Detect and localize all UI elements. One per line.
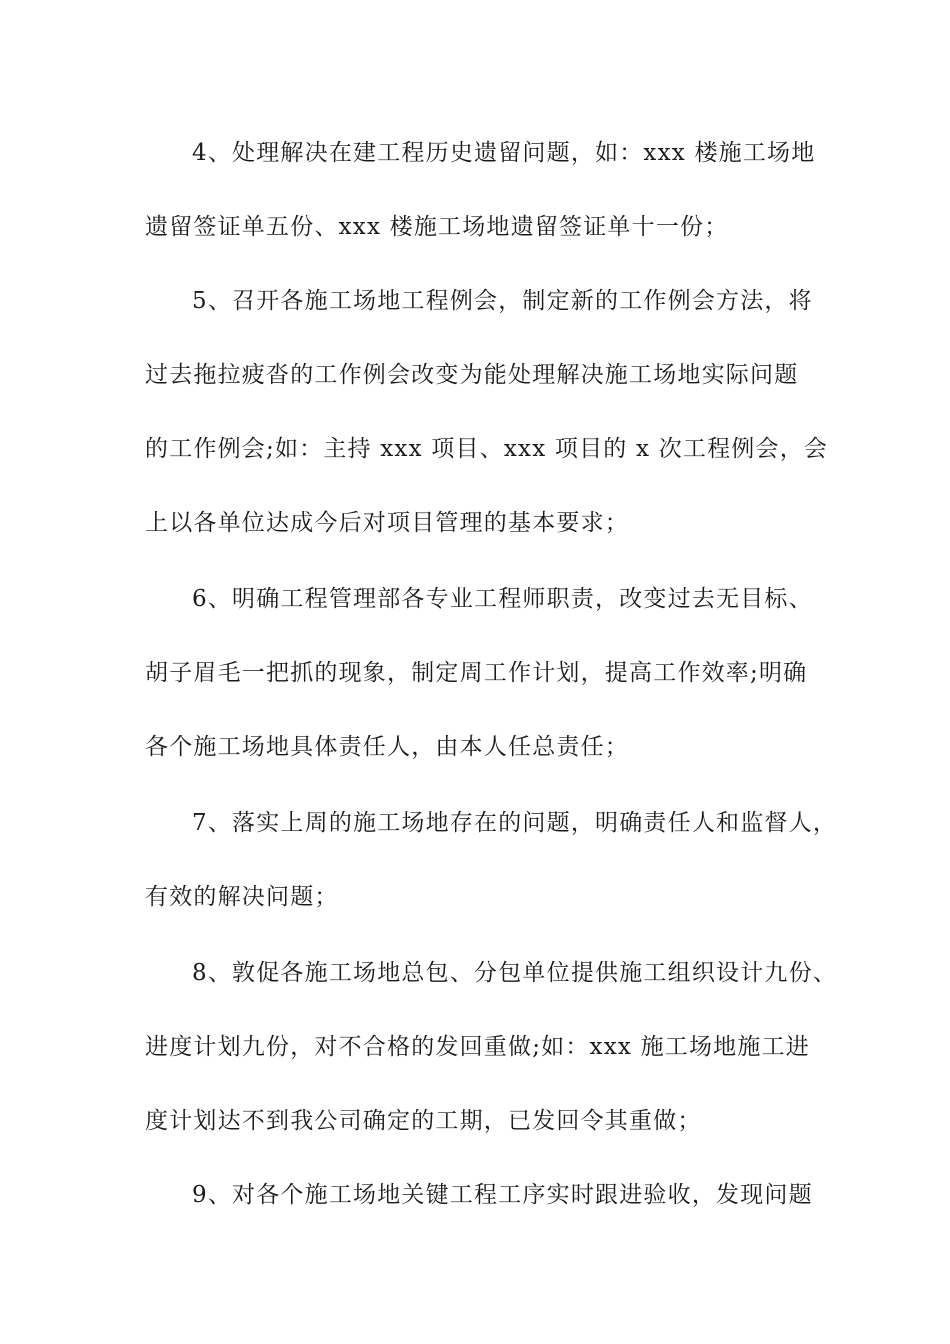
paragraph-6-line-3: 各个施工场地具体责任人，由本人任总责任；: [145, 734, 629, 760]
paragraph-7-line-1: 7、落实上周的施工场地存在的问题，明确责任人和监督人，: [192, 810, 838, 836]
paragraph-5-line-3: 的工作例会;如：主持 xxx 项目、xxx 项目的 x 次工程例会，会: [145, 436, 829, 462]
paragraph-7-line-2: 有效的解决问题；: [145, 884, 339, 910]
paragraph-5-line-2: 过去拖拉疲沓的工作例会改变为能处理解决施工场地实际问题: [145, 362, 799, 388]
paragraph-8-line-2: 进度计划九份，对不合格的发回重做;如：xxx 施工场地施工进: [145, 1034, 810, 1060]
paragraph-8-line-3: 度计划达不到我公司确定的工期，已发回令其重做；: [145, 1108, 702, 1134]
paragraph-6-line-1: 6、明确工程管理部各专业工程师职责，改变过去无目标、: [192, 586, 813, 612]
paragraph-8-line-1: 8、敦促各施工场地总包、分包单位提供施工组织设计九份、: [192, 960, 838, 986]
paragraph-9-line-1: 9、对各个施工场地关键工程工序实时跟进验收，发现问题: [192, 1182, 813, 1208]
paragraph-4-line-1: 4、处理解决在建工程历史遗留问题，如：xxx 楼施工场地: [192, 140, 816, 166]
paragraph-4-line-2: 遗留签证单五份、xxx 楼施工场地遗留签证单十一份；: [145, 214, 729, 240]
paragraph-5-line-1: 5、召开各施工场地工程例会，制定新的工作例会方法，将: [192, 288, 813, 314]
paragraph-5-line-4: 上以各单位达成今后对项目管理的基本要求；: [145, 510, 629, 536]
paragraph-6-line-2: 胡子眉毛一把抓的现象，制定周工作计划，提高工作效率;明确: [145, 660, 808, 686]
